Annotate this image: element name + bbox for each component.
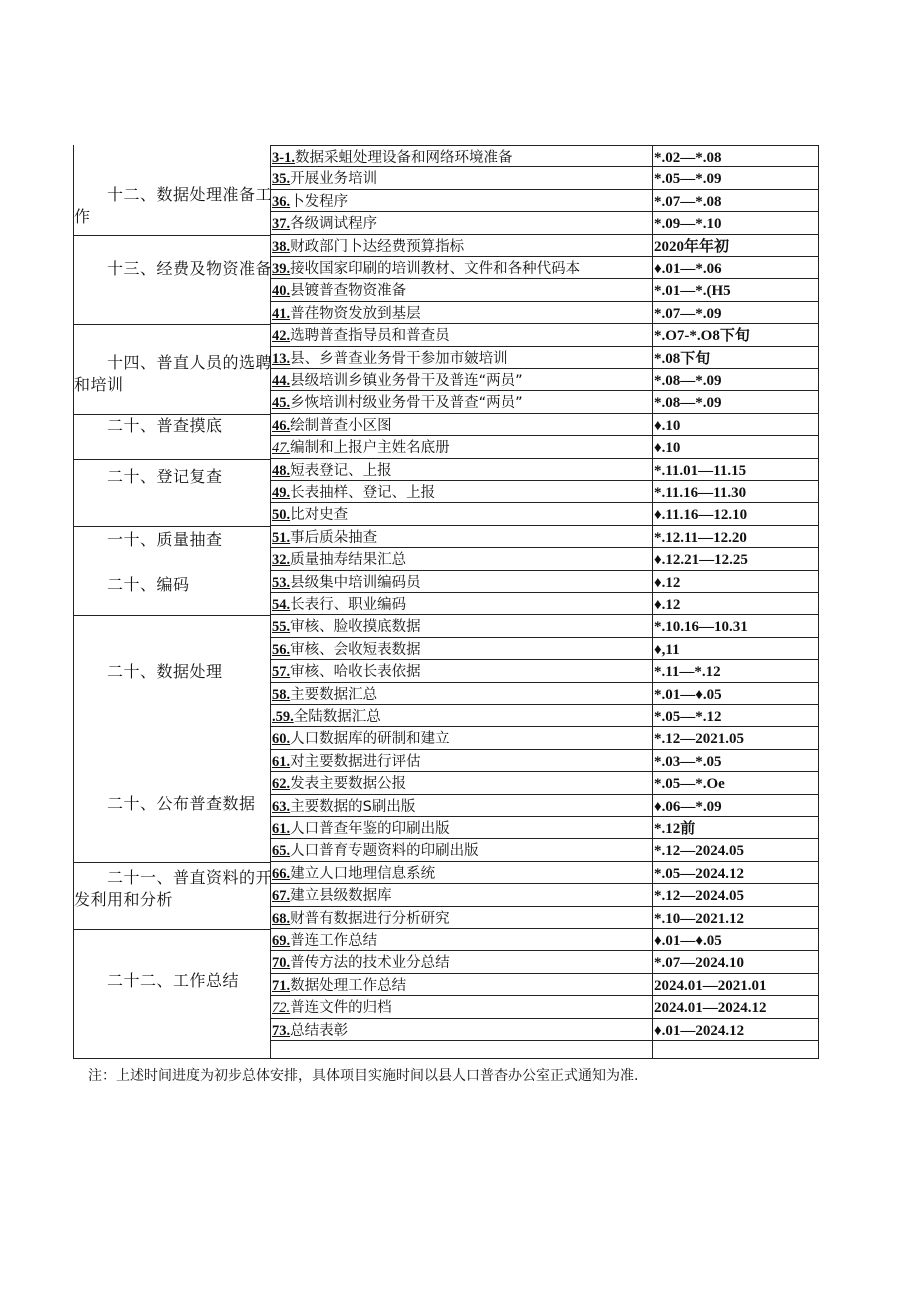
phase-label: 二十、数据处理 bbox=[107, 661, 223, 681]
task-cell bbox=[272, 774, 650, 794]
task-text: 主要数据的S刷出版 bbox=[290, 798, 416, 815]
table-row bbox=[270, 884, 818, 906]
table-row bbox=[270, 548, 818, 570]
table-row bbox=[270, 1019, 818, 1041]
task-number: 37. bbox=[272, 216, 291, 233]
task-number: 68. bbox=[272, 910, 291, 927]
task-cell bbox=[272, 819, 650, 839]
task-cell bbox=[272, 483, 650, 503]
time-cell: ♦,11 bbox=[654, 641, 680, 658]
task-number: .59. bbox=[272, 709, 294, 725]
task-cell bbox=[272, 976, 650, 996]
table-row bbox=[270, 705, 818, 727]
task-number: 47. bbox=[272, 440, 291, 457]
task-cell bbox=[272, 752, 650, 772]
table-row bbox=[270, 772, 818, 794]
task-cell bbox=[272, 685, 650, 705]
task-text: 建立县级数据库 bbox=[290, 888, 392, 905]
task-cell bbox=[272, 438, 650, 458]
time-cell: ♦.10 bbox=[654, 417, 681, 434]
task-cell bbox=[272, 505, 650, 525]
task-text: 绘制普查小区图 bbox=[290, 417, 392, 434]
task-cell bbox=[272, 617, 650, 637]
time-cell: *.02—*.08 bbox=[654, 150, 722, 166]
table-row bbox=[270, 145, 818, 167]
task-number: 57. bbox=[272, 664, 291, 681]
task-cell bbox=[272, 393, 650, 413]
table-row bbox=[270, 481, 818, 503]
time-cell: *.01—♦.05 bbox=[654, 686, 722, 703]
task-number: 73. bbox=[272, 1022, 291, 1039]
task-cell bbox=[272, 998, 650, 1018]
task-number: 53. bbox=[272, 574, 291, 591]
task-text: 审核、会收短表数据 bbox=[290, 641, 421, 658]
table-row bbox=[270, 212, 818, 234]
task-number: 63. bbox=[272, 798, 291, 815]
time-cell: *.12.11—12.20 bbox=[654, 529, 747, 546]
task-text: 数据采蛆处理设备和网络环境准备 bbox=[294, 150, 513, 166]
task-cell bbox=[272, 931, 650, 951]
table-row bbox=[270, 279, 818, 301]
task-cell bbox=[272, 550, 650, 570]
task-number: 38. bbox=[272, 238, 291, 255]
task-cell bbox=[272, 841, 650, 861]
task-cell bbox=[272, 864, 650, 884]
table-row bbox=[270, 235, 818, 257]
task-number: 60. bbox=[272, 731, 291, 748]
task-text: 开展业务培训 bbox=[290, 171, 378, 188]
table-row bbox=[270, 615, 818, 637]
task-cell bbox=[272, 281, 650, 301]
phase-label: 二十一、普直资料的开 bbox=[107, 867, 273, 887]
task-cell bbox=[272, 237, 650, 257]
table-row bbox=[270, 459, 818, 481]
phase-label: 十二、数据处理准备工 bbox=[107, 184, 273, 204]
table-row bbox=[270, 974, 818, 996]
task-cell bbox=[272, 326, 650, 346]
phase-cell bbox=[73, 145, 273, 236]
time-cell: *.05—*.Oe bbox=[654, 776, 725, 793]
task-text: 审核、脸收摸底数据 bbox=[290, 619, 421, 636]
table-row bbox=[270, 369, 818, 391]
task-number: 66. bbox=[272, 865, 291, 882]
phase-label: 二十、公布普查数据 bbox=[107, 794, 256, 814]
table-row bbox=[270, 526, 818, 548]
time-cell: ♦.10 bbox=[654, 440, 681, 457]
task-number: 56. bbox=[272, 641, 291, 658]
time-cell: *.09—*.10 bbox=[654, 216, 722, 233]
table-row bbox=[270, 167, 818, 189]
task-number: 51. bbox=[272, 529, 291, 546]
table-row bbox=[270, 324, 818, 346]
task-text: 编制和上报户主姓名底册 bbox=[290, 440, 450, 457]
task-number: 67. bbox=[272, 888, 291, 905]
task-cell bbox=[272, 169, 650, 189]
task-text: 长表抽样、登记、上报 bbox=[290, 485, 436, 501]
table-row bbox=[270, 996, 818, 1018]
phase-cell bbox=[73, 929, 270, 1041]
task-text: 建立人口地理信息系统 bbox=[290, 865, 436, 882]
task-cell bbox=[272, 662, 650, 682]
time-cell: *.11—*.12 bbox=[654, 664, 721, 681]
time-cell: ♦.12.21—12.25 bbox=[654, 552, 748, 569]
task-number: 13. bbox=[272, 350, 291, 367]
task-cell bbox=[272, 371, 650, 391]
time-cell: *.12—2024.05 bbox=[654, 843, 744, 860]
task-text: 县镀普查物资准备 bbox=[290, 283, 407, 300]
time-cell: *.05—*.09 bbox=[654, 171, 722, 188]
task-cell bbox=[272, 707, 650, 727]
time-cell: *.10—2021.12 bbox=[654, 910, 744, 927]
time-cell: ♦.12 bbox=[654, 597, 681, 613]
task-number: 54. bbox=[272, 597, 291, 613]
time-cell: *.11.16—11.30 bbox=[654, 485, 747, 501]
time-cell: *.O7-*.O8下旬 bbox=[654, 328, 750, 345]
time-cell: *.08下旬 bbox=[654, 350, 711, 367]
table-row bbox=[270, 302, 818, 324]
task-text: 普荏物资发放到基层 bbox=[290, 305, 421, 322]
phase-cell bbox=[73, 862, 273, 930]
table-row bbox=[270, 907, 818, 929]
phase-cell bbox=[73, 526, 270, 571]
task-cell bbox=[272, 528, 650, 548]
table-row bbox=[270, 436, 818, 458]
task-cell bbox=[272, 909, 650, 929]
time-cell: ♦.11.16—12.10 bbox=[654, 507, 748, 524]
task-text: 质量抽寿结果汇总 bbox=[290, 552, 407, 569]
time-cell: *.10.16—10.31 bbox=[654, 619, 748, 636]
task-number: 40. bbox=[272, 283, 291, 300]
table-right-border bbox=[818, 145, 819, 1058]
task-number: 72. bbox=[272, 1000, 291, 1017]
table-row bbox=[270, 839, 818, 861]
task-cell bbox=[272, 886, 650, 906]
task-text: 长表行、职业编码 bbox=[290, 597, 407, 613]
table-row bbox=[270, 571, 818, 593]
phase-cell bbox=[73, 571, 270, 617]
task-number: 70. bbox=[272, 955, 291, 972]
task-text: 普传方法的技术业分总结 bbox=[290, 955, 450, 972]
task-text: 主要数据汇总 bbox=[290, 686, 378, 703]
time-cell: *.01—*.(H5 bbox=[654, 283, 731, 300]
task-cell bbox=[272, 259, 650, 279]
time-cell: *.12—2021.05 bbox=[654, 731, 744, 748]
time-cell: *.08—*.09 bbox=[654, 373, 722, 389]
task-text: 县级集中培训编码员 bbox=[290, 574, 421, 591]
time-cell: *.08—*.09 bbox=[654, 395, 722, 412]
phase-cell bbox=[73, 414, 270, 460]
task-number: 65. bbox=[272, 843, 291, 860]
table-row bbox=[270, 593, 818, 615]
phase-label-continued: 发利用和分析 bbox=[74, 889, 174, 909]
table-row bbox=[270, 951, 818, 973]
task-text: 财普有数据进行分析研究 bbox=[290, 910, 450, 927]
time-cell: *.07—*.08 bbox=[654, 193, 722, 210]
time-cell: ♦.01—♦.05 bbox=[654, 933, 722, 949]
phase-cell bbox=[73, 772, 270, 863]
time-cell: *.12前 bbox=[654, 821, 696, 837]
task-text: 接收国家印刷的培训教材、文件和各种代码本 bbox=[290, 261, 581, 277]
task-number: 45. bbox=[272, 395, 291, 412]
time-cell: 2020年年初 bbox=[654, 238, 730, 255]
task-cell bbox=[272, 1021, 650, 1041]
time-cell: *.03—*.05 bbox=[654, 753, 722, 770]
phase-label: 二十二、工作总结 bbox=[107, 971, 240, 991]
table-row bbox=[270, 683, 818, 705]
task-cell bbox=[272, 729, 650, 749]
task-cell bbox=[272, 192, 650, 212]
task-text: 选聘普查指导员和普查员 bbox=[290, 328, 450, 345]
task-text: 数据处理工作总结 bbox=[290, 977, 407, 994]
table-row bbox=[270, 929, 818, 951]
table-bottom-border bbox=[73, 1058, 819, 1059]
task-number: 61. bbox=[272, 753, 291, 770]
task-cell bbox=[272, 640, 650, 660]
time-cell: 2024.01—2024.12 bbox=[654, 1000, 767, 1017]
table-row bbox=[270, 727, 818, 749]
task-text: 全陆数据汇总 bbox=[293, 709, 381, 725]
time-cell: *.11.01—11.15 bbox=[654, 462, 747, 479]
task-cell bbox=[272, 349, 650, 369]
task-text: 县级培训乡镇业务骨干及普连“两员” bbox=[290, 373, 523, 389]
task-text: 总结表彰 bbox=[290, 1022, 349, 1039]
task-text: 审核、哈收长表依据 bbox=[290, 664, 421, 681]
task-number: 61. bbox=[272, 821, 291, 837]
task-number: 44. bbox=[272, 373, 291, 389]
phase-label: 二十、编码 bbox=[107, 574, 190, 594]
task-text: 普连工作总结 bbox=[290, 933, 378, 949]
task-number: 69. bbox=[272, 933, 291, 949]
task-cell bbox=[272, 797, 650, 817]
phase-label: 十三、经费及物资准备 bbox=[107, 258, 273, 278]
table-row bbox=[270, 257, 818, 279]
time-cell: *.05—*.12 bbox=[654, 709, 722, 725]
time-cell: *.05—2024.12 bbox=[654, 865, 744, 882]
phase-label: 十四、普直人员的选聘 bbox=[107, 352, 273, 372]
task-text: 各级调试程序 bbox=[290, 216, 378, 233]
task-number: 62. bbox=[272, 776, 291, 793]
table-row bbox=[270, 750, 818, 772]
task-number: 32. bbox=[272, 552, 291, 569]
footnote: 注：上述时间进度为初步总体安排，具体项目实施时间以县人口普杳办公室正式通知为准. bbox=[88, 1068, 639, 1084]
table-row bbox=[270, 503, 818, 525]
task-text: 普连文件的归档 bbox=[290, 1000, 392, 1017]
task-text: 对主要数据进行评估 bbox=[290, 753, 421, 770]
task-text: 卜发程序 bbox=[290, 193, 349, 210]
table-row bbox=[270, 391, 818, 413]
phase-label: 二十、普查摸底 bbox=[107, 415, 223, 435]
task-text: 发表主要数据公报 bbox=[290, 776, 407, 793]
task-text: 人口数据库的研制和建立 bbox=[290, 731, 450, 748]
task-cell bbox=[272, 573, 650, 593]
task-number: 42. bbox=[272, 328, 291, 345]
time-cell: ♦.12 bbox=[654, 574, 681, 591]
task-number: 58. bbox=[272, 686, 291, 703]
phase-label-continued: 和培训 bbox=[74, 374, 124, 394]
table-row bbox=[270, 660, 818, 682]
task-text: 财政部门卜达经费预算指标 bbox=[290, 238, 465, 255]
phase-cell bbox=[73, 235, 273, 326]
phase-cell bbox=[73, 324, 273, 415]
task-number: 55. bbox=[272, 619, 291, 636]
task-text: 比对史查 bbox=[290, 507, 349, 524]
task-text: 乡恢培训村级业务骨干及普查“两员” bbox=[290, 395, 523, 412]
time-cell: ♦.06—*.09 bbox=[654, 798, 722, 815]
time-cell: *.12—2024.05 bbox=[654, 888, 744, 905]
task-number: 3-1. bbox=[272, 150, 295, 166]
table-row bbox=[270, 638, 818, 660]
time-cell: ♦.01—2024.12 bbox=[654, 1022, 745, 1039]
task-text: 人口普育专题资料的印刷出版 bbox=[290, 843, 479, 860]
phase-cell bbox=[73, 459, 270, 527]
table-row bbox=[270, 347, 818, 369]
task-text: 县、乡普查业务骨干参加市皴培训 bbox=[290, 350, 508, 367]
task-cell bbox=[272, 416, 650, 436]
task-number: 49. bbox=[272, 485, 291, 501]
task-number: 35. bbox=[272, 171, 291, 188]
task-number: 71. bbox=[272, 977, 291, 994]
table-row bbox=[270, 190, 818, 212]
task-text: 短表登记、上报 bbox=[290, 462, 392, 479]
table-row bbox=[270, 414, 818, 436]
task-cell bbox=[272, 595, 650, 615]
task-cell bbox=[272, 304, 650, 324]
time-cell: 2024.01—2021.01 bbox=[654, 977, 767, 994]
phase-label: 二十、登记复查 bbox=[107, 467, 223, 487]
table-row bbox=[270, 817, 818, 839]
task-cell bbox=[272, 953, 650, 973]
task-cell bbox=[272, 214, 650, 234]
task-number: 36. bbox=[272, 193, 291, 210]
time-cell: ♦.01—*.06 bbox=[654, 261, 722, 277]
task-number: 48. bbox=[272, 462, 291, 479]
task-text: 人口普查年鉴的印刷出版 bbox=[290, 821, 450, 837]
task-number: 41. bbox=[272, 305, 291, 322]
time-cell: *.07—2024.10 bbox=[654, 955, 744, 972]
phase-label: 一十、质量抽查 bbox=[107, 529, 223, 549]
phase-label-continued: 作 bbox=[74, 206, 91, 226]
task-number: 50. bbox=[272, 507, 291, 524]
task-cell bbox=[272, 148, 650, 168]
task-number: 46. bbox=[272, 417, 291, 434]
phase-cell bbox=[73, 615, 270, 772]
table-row bbox=[270, 862, 818, 884]
task-cell bbox=[272, 461, 650, 481]
table-row bbox=[270, 795, 818, 817]
task-number: 39. bbox=[272, 261, 291, 277]
task-text: 事后质朵抽查 bbox=[290, 529, 378, 546]
time-cell: *.07—*.09 bbox=[654, 305, 722, 322]
